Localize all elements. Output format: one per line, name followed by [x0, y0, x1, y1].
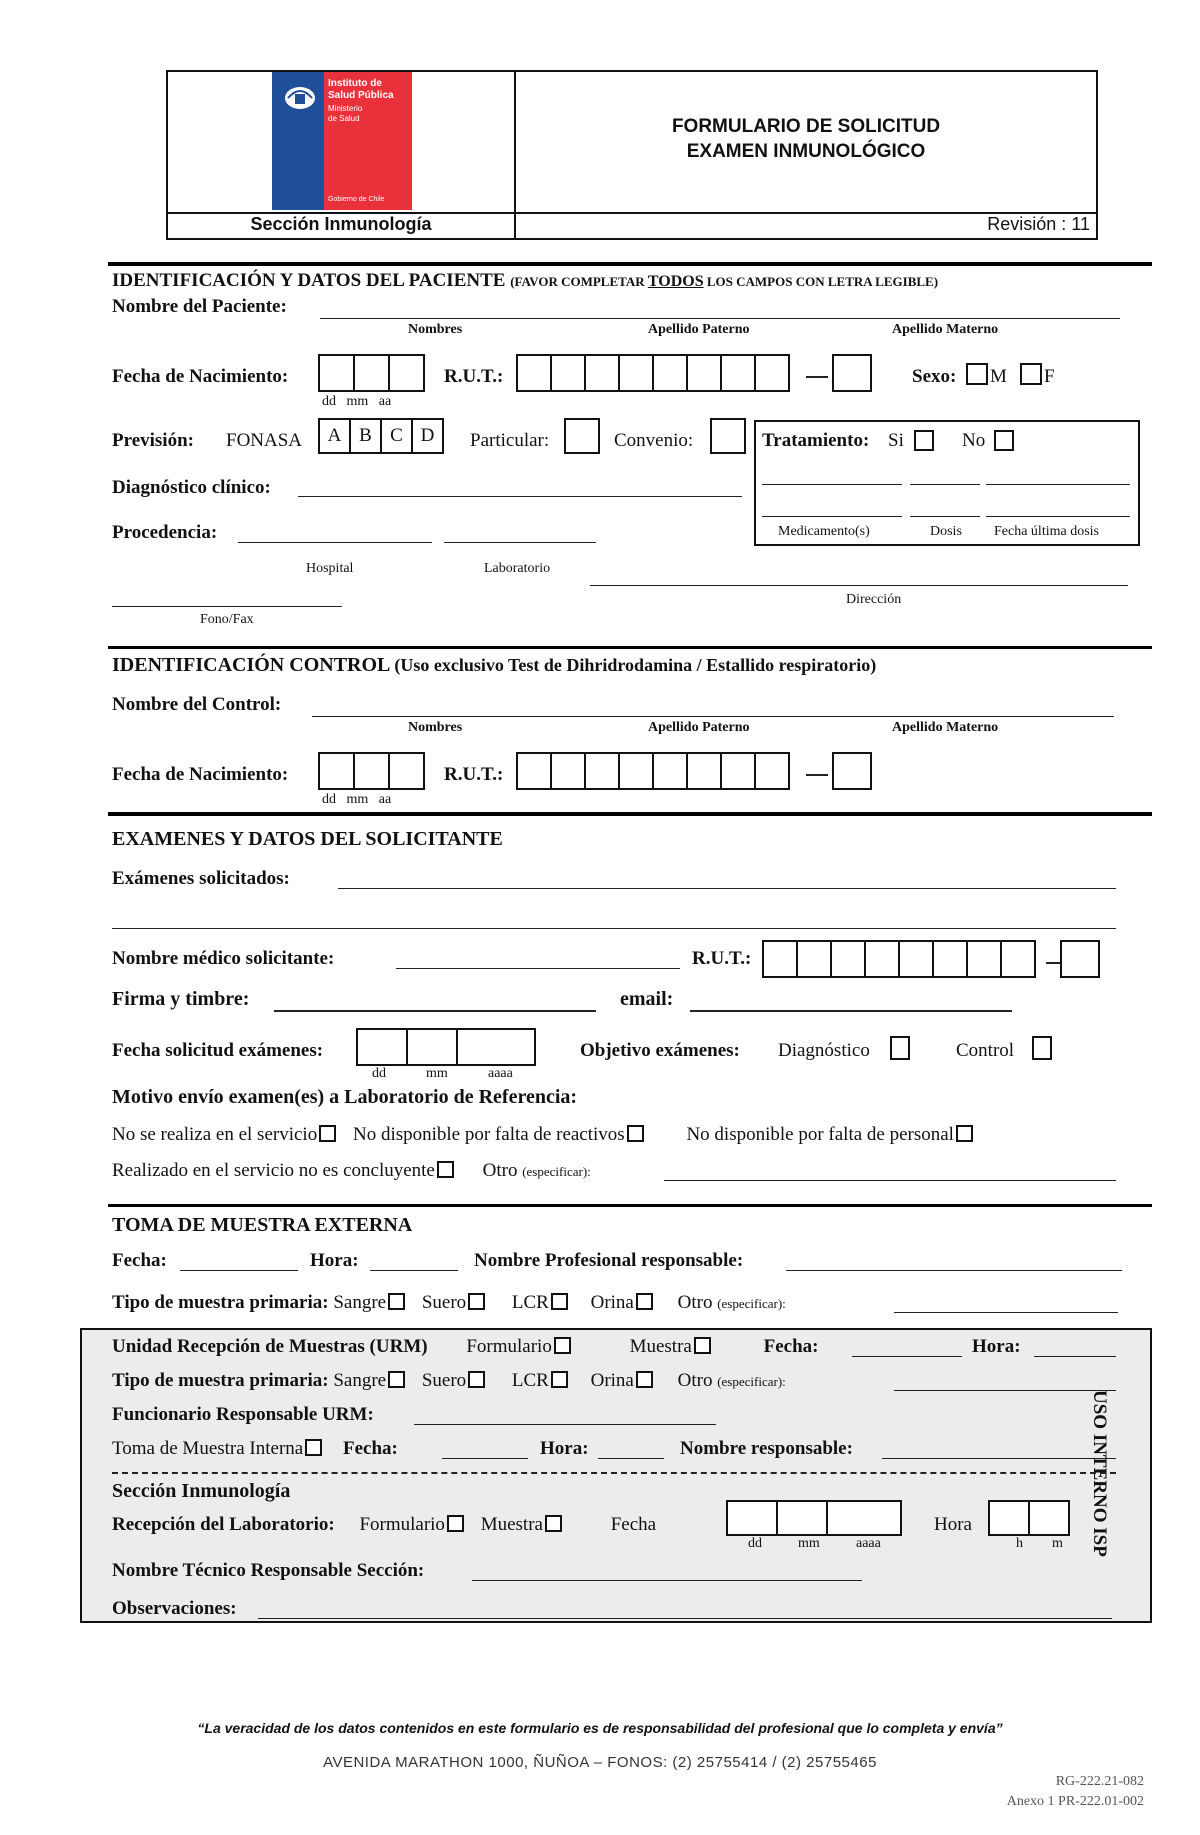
type-sangre-checkbox[interactable]	[388, 1293, 405, 1310]
doctor-rut-label: R.U.T.:	[692, 948, 752, 969]
doctor-name-field[interactable]	[396, 968, 680, 969]
urm-label: Unidad Recepción de Muestras (URM)	[112, 1336, 428, 1357]
reception-date-boxes[interactable]	[728, 1500, 902, 1536]
type-sangre-label: Sangre	[333, 1292, 387, 1313]
fonasa-label: FONASA	[226, 430, 303, 451]
urm-type-row	[112, 1370, 786, 1392]
internal-date-label: Fecha:	[342, 1438, 398, 1459]
treatment-no-label: No	[962, 430, 986, 451]
urm-type-orina-checkbox[interactable]	[636, 1371, 653, 1388]
origin-label: Procedencia:	[112, 522, 218, 543]
fonasa-option-b[interactable]: B	[349, 418, 382, 454]
internal-time-label: Hora:	[540, 1438, 589, 1459]
section-divider	[108, 812, 1152, 816]
sampling-time-field[interactable]	[370, 1270, 458, 1271]
sex-f-label: F	[1044, 366, 1055, 387]
sampling-professional-label: Nombre Profesional responsable:	[474, 1250, 744, 1271]
section-divider	[108, 646, 1152, 649]
urm-date-label: Fecha:	[763, 1336, 819, 1357]
reason-2-checkbox[interactable]	[627, 1125, 644, 1142]
diagnosis-label: Diagnóstico clínico:	[112, 477, 271, 498]
urm-type-lcr-label: LCR	[511, 1370, 549, 1391]
internal-use-side-label: USO INTERNO ISP	[1089, 1390, 1110, 1557]
observations-label: Observaciones:	[112, 1598, 237, 1619]
fonasa-option-d[interactable]: D	[411, 418, 444, 454]
reason-4-checkbox[interactable]	[437, 1161, 454, 1178]
exams-field-2[interactable]	[112, 928, 1116, 929]
urm-form-label: Formulario	[466, 1336, 552, 1357]
footer-address: AVENIDA MARATHON 1000, ÑUÑOA – FONOS: (2) 25755414 / (2) 25755465	[323, 1754, 877, 1771]
patient-heading-note	[510, 274, 938, 289]
patient-rut-dv-box[interactable]	[834, 354, 872, 392]
sampling-type-label: Tipo de muestra primaria:	[112, 1292, 329, 1313]
medication-line-2[interactable]	[762, 516, 902, 517]
diagnosis-field[interactable]	[298, 496, 742, 497]
caption-dd: dd	[748, 1536, 762, 1551]
patient-name-field[interactable]	[320, 318, 1120, 319]
origin-lab-field[interactable]	[444, 542, 596, 543]
reception-form-label: Formulario	[359, 1514, 445, 1535]
type-lcr-label: LCR	[511, 1292, 549, 1313]
immunology-section-label: Sección Inmunología	[112, 1480, 291, 1502]
reason-3-label: No disponible por falta de personal	[686, 1124, 954, 1145]
sex-m-checkbox[interactable]	[966, 363, 988, 385]
convenio-label: Convenio:	[614, 430, 694, 451]
caption-fono-fax: Fono/Fax	[200, 612, 254, 627]
signature-field[interactable]	[274, 1010, 596, 1012]
objective-diagnostic-checkbox[interactable]	[890, 1036, 910, 1060]
sex-label: Sexo:	[912, 366, 957, 387]
reason-row-2	[112, 1160, 591, 1182]
rut-dash	[806, 774, 828, 776]
control-heading	[112, 654, 876, 677]
caption-dd: dd	[372, 1066, 386, 1081]
sampling-type-row	[112, 1292, 786, 1314]
internal-time-field[interactable]	[598, 1458, 664, 1459]
patient-heading-title: IDENTIFICACIÓN Y DATOS DEL PACIENTE	[112, 270, 506, 291]
objective-control-checkbox[interactable]	[1032, 1036, 1052, 1060]
last-dose-line-1[interactable]	[986, 484, 1130, 485]
urm-sample-checkbox[interactable]	[694, 1337, 711, 1354]
caption-nombres: Nombres	[408, 720, 463, 735]
disclaimer: “La veracidad de los datos contenidos en este formulario es de responsabilidad del profesional que lo completa y envía”	[197, 1720, 1003, 1736]
caption-apellido-paterno: Apellido Paterno	[648, 322, 750, 337]
caption-nombres: Nombres	[408, 322, 463, 337]
sex-f-checkbox[interactable]	[1020, 363, 1042, 385]
header-revision-label: Revisión : 11	[987, 214, 1090, 234]
reception-sample-label: Muestra	[480, 1514, 543, 1535]
control-rut-label: R.U.T.:	[444, 764, 504, 785]
reception-date-label: Fecha	[610, 1514, 657, 1535]
origin-hospital-field[interactable]	[238, 542, 432, 543]
reception-label: Recepción del Laboratorio:	[112, 1514, 335, 1535]
reason-label: Motivo envío examen(es) a Laboratorio de Referencia:	[112, 1086, 578, 1108]
objective-label: Objetivo exámenes:	[580, 1040, 740, 1061]
urm-date-field[interactable]	[852, 1356, 962, 1357]
control-dob-label: Fecha de Nacimiento:	[112, 764, 289, 785]
observations-field[interactable]	[258, 1618, 1112, 1619]
internal-sample-checkbox[interactable]	[305, 1439, 322, 1456]
control-name-field[interactable]	[312, 716, 1114, 717]
urm-officer-field[interactable]	[414, 1424, 716, 1425]
internal-resp-field[interactable]	[882, 1458, 1116, 1459]
logo-line4: de Salud	[328, 114, 360, 123]
treatment-label: Tratamiento:	[762, 430, 870, 451]
doctor-rut-dv-box[interactable]	[1062, 940, 1100, 978]
request-date-label: Fecha solicitud exámenes:	[112, 1040, 324, 1061]
fonasa-option-a[interactable]: A	[318, 418, 351, 454]
urm-type-suero-label: Suero	[421, 1370, 467, 1391]
urm-time-field[interactable]	[1034, 1356, 1116, 1357]
reason-other-note: (especificar):	[522, 1164, 591, 1179]
phone-field[interactable]	[112, 606, 342, 607]
email-label: email:	[620, 988, 674, 1010]
caption-laboratorio: Laboratorio	[484, 561, 551, 576]
logo-line1: Instituto de	[328, 78, 382, 89]
last-dose-line-2[interactable]	[986, 516, 1130, 517]
internal-sample-label: Toma de Muestra Interna	[112, 1438, 304, 1459]
caption-m: m	[1052, 1536, 1063, 1551]
caption-medicamento: Medicamento(s)	[778, 524, 870, 539]
patient-rut-label: R.U.T.:	[444, 366, 504, 387]
control-heading-note: (Uso exclusivo Test de Dihridrodamina / Estallido respiratorio)	[394, 655, 877, 675]
reason-1-checkbox[interactable]	[319, 1125, 336, 1142]
exams-label: Exámenes solicitados:	[112, 868, 290, 889]
caption-mm: mm	[426, 1066, 448, 1081]
caption-apellido-materno: Apellido Materno	[892, 322, 999, 337]
section-divider	[108, 262, 1152, 266]
sex-m-label: M	[990, 366, 1007, 387]
footer-code-1: RG-222.21-082	[1055, 1774, 1144, 1789]
internal-divider	[112, 1472, 1116, 1474]
reason-1-label: No se realiza en el servicio	[112, 1124, 318, 1145]
reason-4-label: Realizado en el servicio no es concluyente	[112, 1160, 435, 1181]
caption-hospital: Hospital	[306, 561, 354, 576]
reception-form-checkbox[interactable]	[447, 1515, 464, 1532]
logo-footer: Gobierno de Chile	[328, 196, 385, 203]
reason-other-label: Otro	[482, 1160, 518, 1181]
reception-row	[112, 1514, 656, 1536]
caption-h: h	[1016, 1536, 1023, 1551]
objective-control-label: Control	[956, 1040, 1015, 1061]
patient-dob-label: Fecha de Nacimiento:	[112, 366, 289, 387]
note-a: (FAVOR COMPLETAR	[510, 274, 645, 289]
treatment-si-label: Si	[888, 430, 904, 451]
requester-heading: EXAMENES Y DATOS DEL SOLICITANTE	[112, 828, 503, 850]
doctor-rut-boxes[interactable]	[764, 940, 1036, 978]
header-section-label: Sección Inmunología	[250, 214, 432, 234]
control-rut-boxes[interactable]	[518, 752, 790, 790]
urm-type-other-note: (especificar):	[717, 1374, 786, 1389]
reason-other-field[interactable]	[664, 1180, 1116, 1181]
caption-fecha-ultima-dosis: Fecha última dosis	[994, 524, 1099, 539]
patient-dob-caption: dd mm aa	[322, 394, 392, 409]
tech-label: Nombre Técnico Responsable Sección:	[112, 1560, 425, 1581]
control-name-label: Nombre del Control:	[112, 694, 282, 715]
urm-type-sangre-label: Sangre	[333, 1370, 387, 1391]
urm-form-checkbox[interactable]	[554, 1337, 571, 1354]
control-rut-dv-box[interactable]	[834, 752, 872, 790]
prevision-label: Previsión:	[112, 430, 194, 451]
address-field[interactable]	[590, 585, 1128, 586]
reason-3-checkbox[interactable]	[956, 1125, 973, 1142]
urm-type-other-label: Otro	[677, 1370, 713, 1391]
section-divider	[108, 1204, 1152, 1207]
reception-time-label: Hora	[934, 1514, 972, 1535]
urm-type-sangre-checkbox[interactable]	[388, 1371, 405, 1388]
type-orina-checkbox[interactable]	[636, 1293, 653, 1310]
isp-logo	[272, 72, 412, 210]
doctor-name-label: Nombre médico solicitante:	[112, 948, 335, 969]
logo-line3: Ministerio	[328, 104, 363, 113]
exams-field-1[interactable]	[338, 888, 1116, 889]
reception-time-boxes[interactable]	[990, 1500, 1070, 1536]
reason-2-label: No disponible por falta de reactivos	[352, 1124, 625, 1145]
internal-resp-label: Nombre responsable:	[680, 1438, 853, 1459]
patient-dob-boxes[interactable]	[320, 354, 425, 392]
caption-aaaa: aaaa	[488, 1066, 513, 1081]
internal-date-field[interactable]	[442, 1458, 528, 1459]
caption-apellido-materno: Apellido Materno	[892, 720, 999, 735]
caption-dosis: Dosis	[930, 524, 962, 539]
request-date-boxes[interactable]	[358, 1028, 536, 1066]
particular-checkbox[interactable]	[564, 418, 600, 454]
internal-sample-row	[112, 1438, 398, 1460]
urm-time-label: Hora:	[972, 1336, 1021, 1357]
urm-officer-label: Funcionario Responsable URM:	[112, 1404, 374, 1425]
caption-mm: mm	[798, 1536, 820, 1551]
fonasa-option-c[interactable]: C	[380, 418, 413, 454]
signature-label: Firma y timbre:	[112, 988, 250, 1010]
type-other-field[interactable]	[894, 1312, 1118, 1313]
urm-sample-label: Muestra	[629, 1336, 692, 1357]
urm-type-label: Tipo de muestra primaria:	[112, 1370, 329, 1391]
type-suero-checkbox[interactable]	[468, 1293, 485, 1310]
caption-aaaa: aaaa	[856, 1536, 881, 1551]
reception-sample-checkbox[interactable]	[545, 1515, 562, 1532]
fonasa-options[interactable]	[320, 418, 444, 454]
dose-line-2[interactable]	[910, 516, 980, 517]
urm-type-other-field[interactable]	[894, 1390, 1116, 1391]
sampling-date-field[interactable]	[180, 1270, 298, 1271]
medication-line-1[interactable]	[762, 484, 902, 485]
sampling-date-label: Fecha:	[112, 1250, 167, 1271]
convenio-checkbox[interactable]	[710, 418, 746, 454]
type-orina-label: Orina	[590, 1292, 634, 1313]
sampling-professional-field[interactable]	[786, 1270, 1122, 1271]
patient-name-label: Nombre del Paciente:	[112, 296, 287, 317]
logo-line2: Salud Pública	[328, 90, 394, 101]
note-b: TODOS	[647, 273, 704, 290]
reason-row-1	[112, 1124, 975, 1146]
footer-code-2: Anexo 1 PR-222.01-002	[1006, 1794, 1144, 1809]
particular-label: Particular:	[470, 430, 550, 451]
chile-coat-of-arms-icon	[280, 80, 320, 114]
type-other-note: (especificar):	[717, 1296, 786, 1311]
control-heading-title: IDENTIFICACIÓN CONTROL	[112, 654, 391, 676]
treatment-si-checkbox[interactable]	[914, 430, 934, 451]
type-other-label: Otro	[677, 1292, 713, 1313]
sampling-time-label: Hora:	[310, 1250, 359, 1271]
caption-apellido-paterno: Apellido Paterno	[648, 720, 750, 735]
sampling-heading: TOMA DE MUESTRA EXTERNA	[112, 1214, 413, 1236]
type-suero-label: Suero	[421, 1292, 467, 1313]
control-dob-boxes[interactable]	[320, 752, 425, 790]
dose-line-1[interactable]	[910, 484, 980, 485]
urm-type-suero-checkbox[interactable]	[468, 1371, 485, 1388]
objective-diagnostic-label: Diagnóstico	[778, 1040, 870, 1061]
urm-row	[112, 1336, 818, 1358]
tech-field[interactable]	[472, 1580, 862, 1581]
note-c: LOS CAMPOS CON LETRA LEGIBLE)	[706, 274, 939, 289]
rut-dash	[806, 376, 828, 378]
urm-type-lcr-checkbox[interactable]	[551, 1371, 568, 1388]
email-field[interactable]	[690, 1010, 1012, 1012]
patient-rut-boxes[interactable]	[518, 354, 790, 392]
treatment-no-checkbox[interactable]	[994, 430, 1014, 451]
type-lcr-checkbox[interactable]	[551, 1293, 568, 1310]
form-title-line2: EXAMEN INMUNOLÓGICO	[686, 141, 926, 162]
caption-direccion: Dirección	[846, 592, 902, 607]
urm-type-orina-label: Orina	[590, 1370, 634, 1391]
control-dob-caption: dd mm aa	[322, 792, 392, 807]
form-title-line1: FORMULARIO DE SOLICITUD	[671, 116, 941, 137]
patient-heading	[112, 270, 938, 292]
rut-dash	[1046, 962, 1060, 964]
